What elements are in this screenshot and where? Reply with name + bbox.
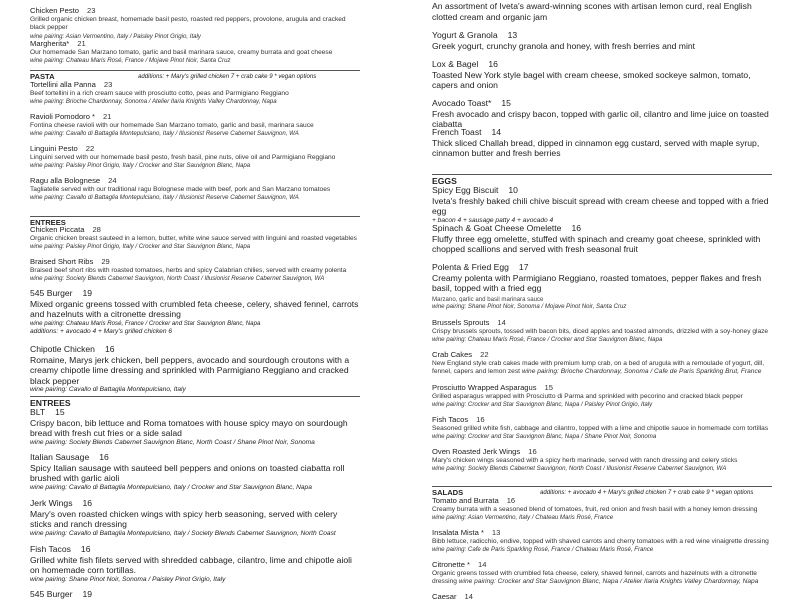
menu-item-description-text: Crispy bacon, bib lettuce and Roma tomatoes with house spicy mayo on sourdough bread with fresh cut fries or a side salad <box>30 417 348 439</box>
menu-item-description-text: Mary's oven roasted chicken wings with spicy herb seasoning, served with celery sticks and ranch dressing <box>30 508 338 530</box>
menu-item-545-burger <box>30 288 360 336</box>
menu-item-blt <box>30 407 360 447</box>
item-additions: additions: + avocado 4 + Mary's grilled chicken 6 <box>30 327 173 335</box>
menu-item-description <box>432 360 772 376</box>
menu-item-name: Insalata Mista * <box>432 528 484 537</box>
menu-item-name: 545 Burger <box>30 288 73 298</box>
wine-pairing <box>30 530 360 539</box>
menu-item-price: 14 <box>497 318 506 327</box>
wine-pairing <box>30 275 360 283</box>
menu-item-name: Tortellini alla Panna <box>30 80 96 89</box>
menu-item-description <box>30 154 360 162</box>
menu-item-continued <box>432 303 772 311</box>
section-additions: additions: + Mary's grilled chicken 7 + crab cake 9 * vegan options <box>138 73 317 80</box>
menu-item-description <box>30 555 360 576</box>
menu-item-description-text: New England style crab cakes made with premium lump crab, on a bed of arugula with a remoulade of yogurt, dill, fennel, capers and lemon zest <box>432 360 765 376</box>
right-menu-column <box>432 0 772 600</box>
menu-item-italian-sausage <box>30 452 360 492</box>
wine-pairing <box>30 576 360 585</box>
menu-item-lox-bagel <box>432 59 772 91</box>
wine-pairing <box>432 336 772 344</box>
wine-pairing-label: wine pairing: <box>30 194 65 202</box>
wine-pairing-label: wine pairing: <box>432 514 467 522</box>
menu-item-title <box>30 344 360 355</box>
wine-pairing <box>30 484 360 493</box>
section-title: ENTREES <box>30 398 71 408</box>
wine-pairing-text: Society Blends Cabernet Sauvignon, North Coast / Illusionist Reserve Cabernet Sauvignon, WA <box>467 465 727 473</box>
menu-item-title <box>30 177 360 186</box>
clipped-description-fragment <box>432 296 772 302</box>
menu-item-title <box>432 127 772 138</box>
menu-item-name: Citronette * <box>432 560 470 569</box>
menu-item-name: Prosciutto Wrapped Asparagus <box>432 383 537 392</box>
menu-item-description <box>30 49 360 57</box>
wine-pairing-text: Society Blends Cabernet Sauvignon, North Coast / Illusionist Reserve Cabernet Sauvignon, WA <box>65 275 325 283</box>
menu-item-title <box>30 7 360 16</box>
wine-pairing-text: Paisley Pinot Grigio, Italy / Crocker and Star Sauvignon Blanc, Napa <box>65 243 251 251</box>
menu-item-description <box>432 273 772 294</box>
wine-pairing-text: Crocker and Star Sauvignon Blanc, Napa / Shane Pinot Noir, Sonoma <box>467 433 657 441</box>
menu-item-title <box>432 448 772 457</box>
menu-item-title <box>432 319 772 328</box>
menu-item-description-text: Crispy brussels sprouts, tossed with bacon bits, diced apples and toasted almonds, drizzled with a soy-honey glaze <box>432 328 769 336</box>
wine-pairing-text: Cavallo di Battaglia Montepulciano, Italy / Illusionist Reserve Cabernet Sauvignon, WA <box>65 130 299 138</box>
menu-item-margherita <box>30 40 360 66</box>
menu-item-yogurt-granola <box>432 30 772 51</box>
menu-item-price: 16 <box>488 59 498 69</box>
menu-item-price: 15 <box>55 407 65 417</box>
menu-item-description-text: Grilled organic chicken breast, homemade basil pesto, roasted red peppers, provolone, arugula and cracked black pepper <box>30 16 346 32</box>
menu-item-price: 16 <box>99 452 109 462</box>
menu-item-title <box>30 258 360 267</box>
menu-item-description-text: Toasted New York style bagel with cream cheese, smoked sockeye salmon, tomato, capers and onion <box>432 69 751 91</box>
menu-item-name: Polenta & Fried Egg <box>432 262 509 272</box>
wine-pairing-text: Cavallo di Battaglia Montepulciano, Italy / Society Blends Cabernet Sauvignon, North Coast <box>68 529 336 537</box>
wine-pairing <box>432 433 772 441</box>
menu-item-price: 16 <box>506 496 516 505</box>
wine-pairing-text: Asian Vermentino, Italy / Chateau Maris Rosé, France <box>467 514 614 522</box>
menu-item-name: BLT <box>30 407 46 417</box>
wine-pairing <box>30 386 360 395</box>
menu-item-name: Braised Short Ribs <box>30 257 94 266</box>
wine-pairing-label: wine pairing: <box>30 319 65 327</box>
menu-item-citronette <box>432 561 772 587</box>
wine-pairing-text: Chateau Maris Rosé, France / Crocker and Star Sauvignon Blanc, Napa <box>467 336 663 344</box>
menu-item-braised-short-ribs <box>30 258 360 284</box>
wine-pairing-text: Crocker and Star Sauvignon Blanc, Napa / Atelier Ilaria Knights Valley Chardonnay, Napa <box>497 578 759 586</box>
wine-pairing-text: Society Blends Cabernet Sauvignon Blanc, North Coast / Shane Pinot Noir, Sonoma <box>68 438 315 446</box>
menu-item-title <box>432 593 772 600</box>
menu-item-description <box>432 1 772 22</box>
menu-item-price: 17 <box>518 262 529 272</box>
menu-item-spinach-goat-cheese-omelette <box>432 223 772 255</box>
section-title: EGGS <box>432 176 457 186</box>
section-title: PASTA <box>30 72 55 81</box>
clipped-text: Marzano, garlic and basil marinara sauce <box>432 296 544 302</box>
menu-item-title <box>432 561 772 570</box>
menu-item-price: 14 <box>464 592 473 600</box>
wine-pairing-label: wine pairing: <box>30 386 68 394</box>
wine-pairing-label: wine pairing: <box>30 438 68 446</box>
menu-item-title <box>432 59 772 70</box>
menu-item-price: 24 <box>108 176 117 185</box>
menu-item-price: 21 <box>103 112 112 121</box>
wine-pairing <box>432 303 772 311</box>
menu-item-description-text: Thick sliced Challah bread, dipped in cinnamon egg custard, served with maple syrup, cinnamon butter and fresh berries <box>432 137 760 159</box>
menu-item-ravioli-pomodoro <box>30 113 360 139</box>
item-additions: + bacon 4 + sausage patty 4 + avocado 4 <box>432 216 554 224</box>
wine-pairing-label: wine pairing: <box>432 336 467 344</box>
menu-item-description-text: Tagliatelle served with our traditional ragu Bolognese made with beef, pork and San Marzano tomatoes <box>30 186 331 194</box>
menu-item-chicken-pesto <box>30 7 360 41</box>
menu-item-title <box>432 98 772 109</box>
menu-item-description <box>30 122 360 130</box>
menu-item-title <box>30 452 360 463</box>
menu-item-title <box>30 407 360 418</box>
wine-pairing-text: Chateau Maris Rosé, France / Mojave Pinot Noir, Santa Cruz <box>65 57 231 65</box>
menu-item-price: 29 <box>101 257 110 266</box>
wine-pairing-text: Brioche Chardonnay, Sonoma / Atelier Ilaria Knights Valley Chardonnay, Napa <box>65 98 277 106</box>
menu-item-name: Fish Tacos <box>30 544 71 554</box>
menu-item-price: 16 <box>82 498 93 508</box>
wine-pairing <box>432 514 772 522</box>
menu-item-price: 13 <box>491 528 501 537</box>
menu-item-description <box>30 418 360 439</box>
menu-item-description-text: Bibb lettuce, radicchio, endive, topped with shaved carrots and cherry tomatoes with a red wine vinaigrette dressing <box>432 538 769 546</box>
menu-item-title <box>30 40 360 49</box>
menu-item-description-text: Grilled white fish filets served with shredded cabbage, cilantro, lime and chipotle aioli on homemade corn tortillas. <box>30 554 352 576</box>
wine-pairing-label: wine pairing: <box>30 275 65 283</box>
menu-item-name: Spicy Egg Biscuit <box>432 185 499 195</box>
menu-item-description <box>432 328 772 336</box>
menu-item-price: 16 <box>571 223 582 233</box>
menu-item-tortellini-alla-panna <box>30 81 360 107</box>
menu-item-price: 19 <box>82 288 93 298</box>
wine-pairing-text: Shane Pinot Noir, Sonoma / Paisley Pinot Grigio, Italy <box>68 575 226 583</box>
menu-item-name: 545 Burger <box>30 589 73 599</box>
menu-item-polenta-fried-egg <box>432 262 772 294</box>
menu-item-avocado-toast <box>432 98 772 130</box>
menu-item-name: Chicken Piccata <box>30 225 85 234</box>
menu-item-fish-tacos <box>432 416 772 442</box>
menu-item-name: Yogurt & Granola <box>432 30 498 40</box>
menu-item-description <box>432 538 772 546</box>
menu-item-name: Avocado Toast* <box>432 98 492 108</box>
menu-item-title <box>432 185 772 196</box>
wine-pairing-label: wine pairing: <box>30 57 65 65</box>
menu-item-oven-roasted-jerk-wings <box>432 448 772 474</box>
menu-item-description <box>432 41 772 52</box>
menu-item-545-burger <box>30 589 360 600</box>
menu-item-name: Spinach & Goat Cheese Omelette <box>432 223 562 233</box>
menu-item-continued <box>432 1 772 22</box>
menu-item-title <box>30 145 360 154</box>
menu-item-price: 14 <box>478 560 487 569</box>
wine-pairing-label: wine pairing: <box>30 243 65 251</box>
menu-item-price: 16 <box>528 447 537 456</box>
menu-item-description <box>30 355 360 387</box>
menu-item-title <box>30 544 360 555</box>
menu-item-title <box>432 416 772 425</box>
menu-item-linguini-pesto <box>30 145 360 171</box>
menu-item-price: 15 <box>544 383 553 392</box>
menu-item-description <box>432 425 772 433</box>
wine-pairing-label: wine pairing: <box>521 368 559 376</box>
menu-item-title <box>432 262 772 273</box>
menu-item-chipotle-chicken <box>30 344 360 395</box>
wine-pairing-label: wine pairing: <box>432 303 467 310</box>
wine-pairing <box>432 465 772 473</box>
menu-item-description-text: Creamy burrata with a seasoned blend of tomatoes, fruit, red onion and fresh basil with a honey lemon dressing <box>432 506 758 514</box>
menu-item-description-text: Mixed organic greens tossed with crumbled feta cheese, celery, shaved fennel, carrots and hazelnuts with a citronette dressing <box>30 298 359 320</box>
menu-item-name: French Toast <box>432 127 482 137</box>
menu-item-price: 23 <box>86 6 96 15</box>
menu-item-description <box>30 509 360 530</box>
menu-item-description <box>30 16 360 32</box>
menu-item-name: Jerk Wings <box>30 498 73 508</box>
wine-pairing-text: Asian Vermentino, Italy / Paisley Pinot Grigio, Italy <box>65 32 201 40</box>
wine-pairing <box>30 98 360 106</box>
menu-item-description <box>432 234 772 255</box>
menu-item-description-text: Iveta's freshly baked chili chive biscuit spread with cream cheese and topped with a fried egg <box>432 195 769 217</box>
menu-item-title <box>432 30 772 41</box>
menu-item-caesar <box>432 593 772 600</box>
wine-pairing <box>30 57 360 65</box>
menu-item-description <box>30 463 360 484</box>
menu-item-crab-cakes <box>432 351 772 377</box>
menu-item-description-text: Fluffy three egg omelette, stuffed with spinach and creamy goat cheese, sprinkled with chopped scallions and served with fresh seasonal fruit <box>432 233 761 255</box>
menu-item-price: 19 <box>82 589 93 599</box>
menu-item-description-text: Romaine, Marys jerk chicken, bell peppers, avocado and sourdough croutons with a creamy chipotle lime dressing and sprinkled with Parmigiano Reggiano and cracked black pepper <box>30 354 350 386</box>
menu-item-brussels-sprouts <box>432 319 772 345</box>
wine-pairing-label: wine pairing: <box>432 433 467 441</box>
section-title: ENTREES <box>30 218 66 227</box>
wine-pairing-label: wine pairing: <box>432 546 467 554</box>
menu-item-description <box>30 90 360 98</box>
menu-item-jerk-wings <box>30 498 360 538</box>
menu-item-name: Linguini Pesto <box>30 144 78 153</box>
menu-item-description <box>30 299 360 320</box>
wine-pairing <box>30 130 360 138</box>
menu-item-description <box>432 457 772 465</box>
wine-pairing-text: Cavallo di Battaglia Montepulciano, Italy / Illusionist Reserve Cabernet Sauvignon, WA <box>65 194 299 202</box>
wine-pairing <box>30 439 360 448</box>
menu-item-name: Lox & Bagel <box>432 59 479 69</box>
menu-item-price: 16 <box>104 344 115 354</box>
menu-item-spicy-egg-biscuit <box>432 185 772 225</box>
menu-item-name: Chipotle Chicken <box>30 344 95 354</box>
menu-item-description-text: Creamy polenta with Parmigiano Reggiano, roasted tomatoes, pepper flakes and fresh basil, topped with a fried egg <box>432 272 762 294</box>
menu-item-name: Fish Tacos <box>432 415 469 424</box>
menu-item-title <box>30 498 360 509</box>
menu-item-description <box>432 196 772 217</box>
menu-item-description-text: Braised beef short ribs with roasted tomatoes, herbs and spicy Calabrian chilies, served with creamy polenta <box>30 267 347 275</box>
wine-pairing-text: Paisley Pinot Grigio, Italy / Crocker and Star Sauvignon Blanc, Napa <box>65 162 251 170</box>
menu-item-price: 22 <box>85 144 95 153</box>
menu-item-price: 10 <box>508 185 518 195</box>
menu-item-title <box>432 223 772 234</box>
menu-item-title <box>432 351 772 360</box>
wine-pairing-label: wine pairing: <box>432 401 467 409</box>
menu-item-description-text: Seasoned grilled white fish, cabbage and cilantro, topped with a lime and chipotle sauce in homemade corn tortillas <box>432 425 769 433</box>
menu-item-title <box>30 226 360 235</box>
wine-pairing-label: wine pairing: <box>30 32 65 40</box>
wine-pairing-text: Cavallo di Battaglia Montepulciano, Italy <box>68 386 186 394</box>
menu-item-description-text: Our homemade San Marzano tomato, garlic and basil marinara sauce, creamy burrata and goat cheese <box>30 49 333 57</box>
menu-item-price: 16 <box>476 415 485 424</box>
menu-item-title <box>30 589 360 600</box>
wine-pairing-label: wine pairing: <box>30 529 68 537</box>
menu-item-title <box>432 529 772 538</box>
menu-item-description-text: Organic greens tossed with crumbled feta cheese, celery, shaved fennel, carrots and hazelnuts with a citronette dressing <box>432 570 757 586</box>
menu-item-name: Margherita* <box>30 39 70 48</box>
menu-item-description <box>30 235 360 243</box>
menu-item-prosciutto-wrapped-asparagus <box>432 384 772 410</box>
wine-pairing-text: Cavallo di Battaglia Montepulciano, Italy / Crocker and Star Sauvignon Blanc, Napa <box>68 483 312 491</box>
menu-item-title <box>30 288 360 299</box>
menu-item-description-text: An assortment of Iveta's award-winning scones with artisan lemon curd, real English clotted cream and organic jam <box>432 1 752 22</box>
section-title: SALADS <box>432 488 464 497</box>
menu-item-name: Ragu alla Bolognese <box>30 176 101 185</box>
menu-item-description <box>30 186 360 194</box>
menu-item-name: Italian Sausage <box>30 452 90 462</box>
wine-pairing <box>30 194 360 202</box>
wine-pairing-text: Shane Pinot Noir, Sonoma / Mojave Pinot Noir, Santa Cruz <box>467 303 627 310</box>
menu-item-name: Ravioli Pomodoro * <box>30 112 95 121</box>
menu-item-description <box>432 570 772 586</box>
menu-item-name: Oven Roasted Jerk Wings <box>432 447 521 456</box>
menu-item-name: Tomato and Burrata <box>432 496 499 505</box>
menu-item-description <box>432 506 772 514</box>
wine-pairing-text: Crocker and Star Sauvignon Blanc, Napa / Paisley Pinot Grigio, Italy <box>467 401 653 409</box>
menu-item-name: Chicken Pesto <box>30 6 79 15</box>
menu-item-description-text: Organic chicken breast sauteed in a lemon, butter, white wine sauce served with linguini and roasted vegetables <box>30 235 357 243</box>
menu-item-title <box>432 497 772 506</box>
menu-item-insalata-mista <box>432 529 772 555</box>
wine-pairing <box>432 401 772 409</box>
wine-pairing-text: Brioche Chardonnay, Sonoma / Cafe de Paris Sparkling Brut, France <box>560 368 762 376</box>
wine-pairing <box>30 320 360 328</box>
menu-item-price: 15 <box>501 98 511 108</box>
menu-item-description <box>432 393 772 401</box>
wine-pairing-text: Chateau Maris Rosé, France / Crocker and Star Sauvignon Blanc, Napa <box>65 319 261 327</box>
menu-item-description-text: Fresh avocado and crispy bacon, topped with garlic oil, cilantro and lime juice on toasted ciabatta <box>432 108 769 130</box>
wine-pairing-label: wine pairing: <box>30 483 68 491</box>
menu-item-price: 14 <box>491 127 502 137</box>
left-menu-column <box>30 0 360 600</box>
menu-item-title <box>30 113 360 122</box>
wine-pairing-label: wine pairing: <box>30 98 65 106</box>
menu-item-title <box>432 384 772 393</box>
menu-item-description-text: Grilled asparagus wrapped with Prosciutto di Parma and sprinkled with pecorino and cracked black pepper <box>432 393 743 401</box>
menu-item-description <box>30 267 360 275</box>
wine-pairing <box>30 162 360 170</box>
menu-item-price: 22 <box>480 350 489 359</box>
wine-pairing-text: Cafe de Paris Sparkling Rosé, France / Chateau Maris Rosé, France <box>467 546 654 554</box>
menu-item-description-text: Fontina cheese ravioli with our homemade San Marzano tomato, garlic and basil, marinara sauce <box>30 122 314 130</box>
menu-item-description-text: Spicy Italian sausage with sauteed bell peppers and onions on toasted ciabatta roll brushed with garlic aioli <box>30 462 345 484</box>
menu-item-price: 28 <box>92 225 101 234</box>
menu-item-name: Crab Cakes <box>432 350 473 359</box>
menu-item-tomato-and-burrata <box>432 497 772 523</box>
menu-item-description <box>432 138 772 159</box>
menu-item-fish-tacos <box>30 544 360 584</box>
menu-item-name: Brussels Sprouts <box>432 318 490 327</box>
menu-item-title <box>30 81 360 90</box>
wine-pairing-label: wine pairing: <box>432 465 467 473</box>
menu-item-price: 21 <box>77 39 86 48</box>
wine-pairing-label: wine pairing: <box>30 162 65 170</box>
wine-pairing-label: wine pairing: <box>458 578 496 586</box>
menu-item-french-toast <box>432 127 772 159</box>
menu-item-name: Caesar <box>432 592 457 600</box>
wine-pairing <box>432 546 772 554</box>
menu-item-price: 23 <box>103 80 113 89</box>
menu-item-ragu-alla-bolognese <box>30 177 360 203</box>
menu-item-description-text: Linguini served with our homemade basil pesto, fresh basil, pine nuts, olive oil and Parmigiano Reggiano <box>30 154 336 162</box>
menu-item-price: 13 <box>507 30 518 40</box>
wine-pairing-label: wine pairing: <box>30 130 65 138</box>
menu-item-chicken-piccata <box>30 226 360 252</box>
menu-item-description-text: Greek yogurt, crunchy granola and honey, with fresh berries and mint <box>432 40 696 51</box>
menu-item-description <box>432 70 772 91</box>
menu-item-description-text: Mary's chicken wings seasoned with a spicy herb marinade, served with ranch dressing and celery sticks <box>432 457 738 465</box>
wine-pairing <box>30 243 360 251</box>
menu-item-description-text: Beef tortellini in a rich cream sauce with prosciutto cotto, peas and Parmigiano Reggiano <box>30 90 289 98</box>
wine-pairing-label: wine pairing: <box>30 575 68 583</box>
section-additions: additions: + avocado 4 + Mary's grilled chicken 7 + crab cake 9 * vegan options <box>540 489 754 496</box>
menu-item-price: 16 <box>80 544 91 554</box>
